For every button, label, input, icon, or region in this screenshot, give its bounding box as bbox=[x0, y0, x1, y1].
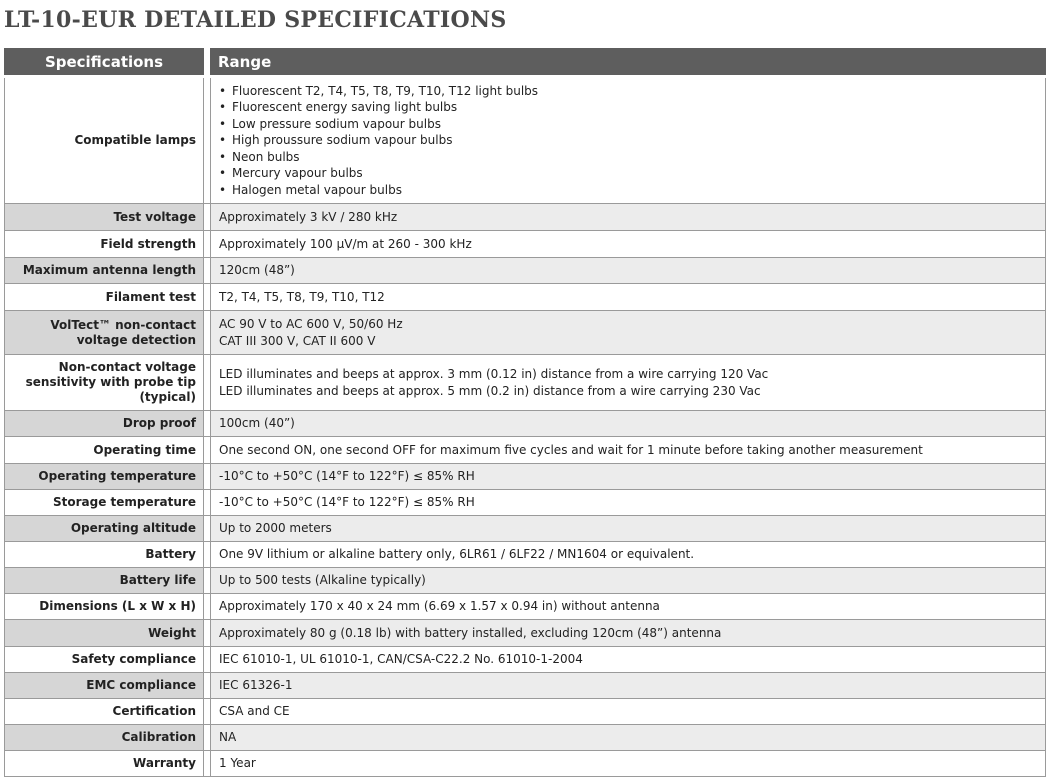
spec-value bbox=[210, 464, 1046, 489]
spec-value bbox=[210, 490, 1046, 515]
spec-value bbox=[210, 204, 1046, 230]
value-line: Approximately 80 g (0.18 lb) with battery installed, excluding 120cm (48”) antenna bbox=[219, 625, 722, 640]
spec-label: Filament test bbox=[4, 284, 204, 310]
list-item: • Mercury vapour bulbs bbox=[219, 165, 1037, 181]
list-item: • Fluorescent T2, T4, T5, T8, T9, T10, T12 light bulbs bbox=[219, 83, 1037, 99]
page-title: LT-10-EUR DETAILED SPECIFICATIONS bbox=[4, 7, 507, 33]
value-line: LED illuminates and beeps at approx. 5 mm (0.2 in) distance from a wire carrying 230 Vac bbox=[219, 383, 761, 398]
spec-table bbox=[4, 48, 1046, 777]
value-line: 120cm (48”) bbox=[219, 263, 295, 278]
spec-value bbox=[210, 594, 1046, 619]
table-row bbox=[4, 699, 1046, 725]
table-row bbox=[4, 204, 1046, 231]
table-row bbox=[4, 464, 1046, 490]
table-row bbox=[4, 311, 1046, 355]
value-line: IEC 61010-1, UL 61010-1, CAN/CSA-C22.2 No. 61010-1-2004 bbox=[219, 652, 583, 667]
list-item: • Neon bulbs bbox=[219, 149, 1037, 165]
table-row bbox=[4, 78, 1046, 204]
spec-value bbox=[210, 725, 1046, 750]
spec-label: Battery life bbox=[4, 568, 204, 593]
spec-value bbox=[210, 231, 1046, 257]
value-line: CAT III 300 V, CAT II 600 V bbox=[219, 333, 376, 348]
spec-value bbox=[210, 620, 1046, 646]
table-row bbox=[4, 490, 1046, 516]
table-row bbox=[4, 568, 1046, 594]
spec-label: Test voltage bbox=[4, 204, 204, 230]
header-range: Range bbox=[210, 48, 1046, 75]
spec-value bbox=[210, 673, 1046, 698]
table-row bbox=[4, 411, 1046, 437]
table-row bbox=[4, 258, 1046, 284]
spec-value bbox=[210, 311, 1046, 354]
value-line: NA bbox=[219, 730, 237, 745]
spec-value bbox=[210, 78, 1046, 203]
spec-value bbox=[210, 568, 1046, 593]
spec-label: Operating altitude bbox=[4, 516, 204, 541]
spec-label: Storage temperature bbox=[4, 490, 204, 515]
spec-value bbox=[210, 355, 1046, 410]
list-item: • Fluorescent energy saving light bulbs bbox=[219, 99, 1037, 115]
value-line: Approximately 3 kV / 280 kHz bbox=[219, 209, 398, 224]
value-line: IEC 61326-1 bbox=[219, 678, 293, 693]
value-line: T2, T4, T5, T8, T9, T10, T12 bbox=[219, 289, 385, 304]
spec-label: Drop proof bbox=[4, 411, 204, 436]
header-specifications: Specifications bbox=[4, 48, 204, 75]
value-line: -10°C to +50°C (14°F to 122°F) ≤ 85% RH bbox=[219, 469, 475, 484]
value-line: 100cm (40”) bbox=[219, 416, 295, 431]
spec-label: Compatible lamps bbox=[4, 78, 204, 203]
table-row bbox=[4, 437, 1046, 464]
spec-label: Certification bbox=[4, 699, 204, 724]
spec-value bbox=[210, 699, 1046, 724]
spec-value bbox=[210, 284, 1046, 310]
value-line: -10°C to +50°C (14°F to 122°F) ≤ 85% RH bbox=[219, 495, 475, 510]
spec-value bbox=[210, 542, 1046, 567]
table-row bbox=[4, 594, 1046, 620]
spec-value bbox=[210, 258, 1046, 283]
spec-label: Field strength bbox=[4, 231, 204, 257]
table-row bbox=[4, 620, 1046, 647]
table-row bbox=[4, 751, 1046, 777]
spec-label: Operating temperature bbox=[4, 464, 204, 489]
table-row bbox=[4, 231, 1046, 258]
spec-label: Dimensions (L x W x H) bbox=[4, 594, 204, 619]
spec-value bbox=[210, 647, 1046, 672]
spec-value bbox=[210, 411, 1046, 436]
table-row bbox=[4, 516, 1046, 542]
list-item: • High proussure sodium vapour bulbs bbox=[219, 132, 1037, 148]
bullet-list bbox=[219, 83, 1037, 198]
spec-label: Calibration bbox=[4, 725, 204, 750]
spec-value bbox=[210, 516, 1046, 541]
value-line: One 9V lithium or alkaline battery only, 6LR61 / 6LF22 / MN1604 or equivalent. bbox=[219, 547, 695, 562]
value-line: Up to 500 tests (Alkaline typically) bbox=[219, 573, 426, 588]
spec-label: Operating time bbox=[4, 437, 204, 463]
value-line: One second ON, one second OFF for maximum five cycles and wait for 1 minute before taking another measurement bbox=[219, 442, 923, 457]
spec-value bbox=[210, 437, 1046, 463]
spec-value bbox=[210, 751, 1046, 776]
table-row bbox=[4, 284, 1046, 311]
table-row bbox=[4, 673, 1046, 699]
list-item: • Halogen metal vapour bulbs bbox=[219, 182, 1037, 198]
spec-label: VolTect™ non-contact voltage detection bbox=[4, 311, 204, 354]
value-line: AC 90 V to AC 600 V, 50/60 Hz bbox=[219, 317, 403, 332]
table-header bbox=[4, 48, 1046, 75]
value-line: CSA and CE bbox=[219, 704, 290, 719]
spec-label: EMC compliance bbox=[4, 673, 204, 698]
value-line: 1 Year bbox=[219, 756, 256, 771]
value-line: Approximately 100 µV/m at 260 - 300 kHz bbox=[219, 236, 472, 251]
value-line: Up to 2000 meters bbox=[219, 521, 332, 536]
value-line: Approximately 170 x 40 x 24 mm (6.69 x 1.57 x 0.94 in) without antenna bbox=[219, 599, 660, 614]
spec-label: Weight bbox=[4, 620, 204, 646]
list-item: • Low pressure sodium vapour bulbs bbox=[219, 116, 1037, 132]
spec-label: Maximum antenna length bbox=[4, 258, 204, 283]
spec-label: Battery bbox=[4, 542, 204, 567]
table-row bbox=[4, 647, 1046, 673]
table-row bbox=[4, 355, 1046, 411]
spec-label: Safety compliance bbox=[4, 647, 204, 672]
spec-label: Warranty bbox=[4, 751, 204, 776]
table-row bbox=[4, 542, 1046, 568]
table-row bbox=[4, 725, 1046, 751]
spec-label: Non-contact voltage sensitivity with probe tip (typical) bbox=[4, 355, 204, 410]
value-line: LED illuminates and beeps at approx. 3 mm (0.12 in) distance from a wire carrying 120 Vac bbox=[219, 367, 769, 382]
